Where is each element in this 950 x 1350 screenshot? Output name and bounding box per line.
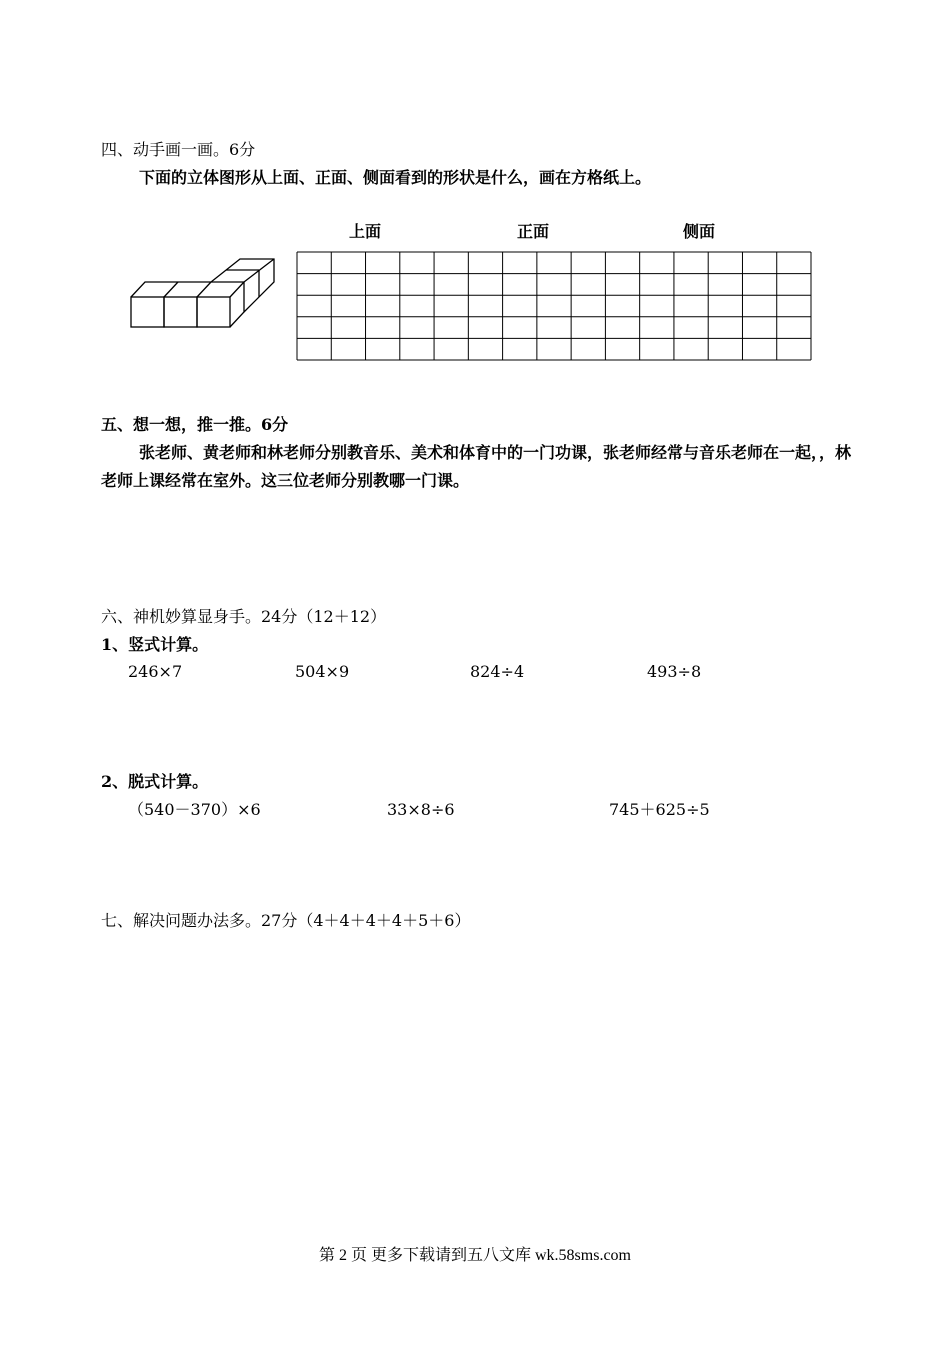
section-5-title: 五、想一想，推一推。6分 bbox=[101, 415, 289, 434]
section-6-part1-title: 1、竖式计算。 bbox=[101, 635, 209, 654]
section-6-title: 六、神机妙算显身手。24分（12＋12） bbox=[101, 607, 387, 626]
square-grid-paper bbox=[296, 251, 812, 361]
view-label-front: 正面 bbox=[517, 222, 550, 241]
view-label-top: 上面 bbox=[349, 222, 382, 241]
stepwise-calc-3: 745＋625÷5 bbox=[609, 800, 710, 819]
section-7-title: 七、解决问题办法多。27分（4＋4＋4＋4＋5＋6） bbox=[101, 911, 471, 930]
view-label-side: 侧面 bbox=[683, 222, 716, 241]
section-6-part2-title: 2、脱式计算。 bbox=[101, 772, 209, 791]
vertical-calc-2: 504×9 bbox=[295, 662, 350, 681]
stepwise-calc-2: 33×8÷6 bbox=[387, 800, 455, 819]
stepwise-calc-1: （540－370）×6 bbox=[128, 800, 261, 819]
section-4-instruction: 下面的立体图形从上面、正面、侧面看到的形状是什么，画在方格纸上。 bbox=[139, 168, 652, 187]
vertical-calc-3: 824÷4 bbox=[470, 662, 525, 681]
vertical-calc-1: 246×7 bbox=[128, 662, 183, 681]
section-4-title: 四、动手画一画。6分 bbox=[101, 140, 256, 159]
solid-figure-drawing bbox=[128, 256, 278, 332]
vertical-calc-4: 493÷8 bbox=[647, 662, 702, 681]
section-5-body: 张老师、黄老师和林老师分别教音乐、美术和体育中的一门功课，张老师经常与音乐老师在一起，，林老师上课经常在室外。这三位老师分别教哪一门课。 bbox=[101, 443, 852, 490]
page-footer: 第 2 页 更多下载请到五八文库 wk.58sms.com bbox=[318, 1247, 631, 1264]
